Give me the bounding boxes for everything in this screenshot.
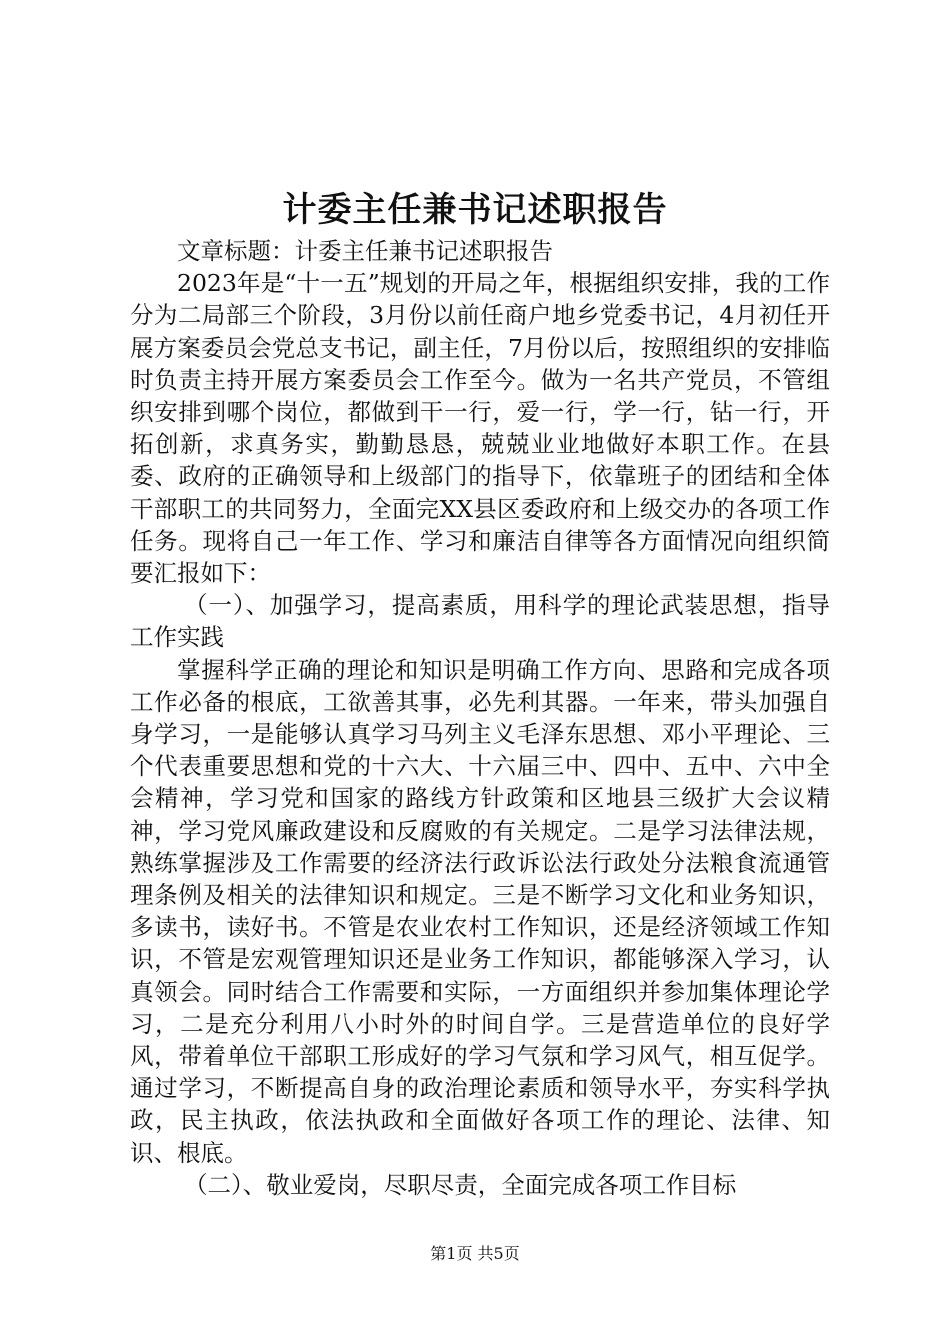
document-title: 计委主任兼书记述职报告	[282, 190, 668, 230]
article-title-line: 文章标题：计委主任兼书记述职报告	[177, 237, 553, 265]
section-heading-2: （二）、敬业爱岗，尽职尽责，全面完成各项工作目标	[184, 1170, 737, 1199]
page-footer: 第1页 共5页	[430, 1244, 520, 1263]
document-body	[130, 235, 830, 1201]
section-heading-1: （一）、加强学习，提高素质，用科学的理论武装思想，指导工作实践	[130, 591, 830, 652]
intro-paragraph: 2023年是“十一五”规划的开局之年，根据组织安排，我的工作分为二局部三个阶段，3月份以前任商户地乡党委书记，4月初任开展方案委员会党总支书记，副主任，7月份以后，按照组织的安排临时负责主持开展方案委员会工作至今。做为一名共产党员，不管组织安排到哪个岗位，都做到干一行，爱一行，学一行，钻一行，开拓创新，求真务实，勤勤恳恳，兢兢业业地做好本职工作。在县委、政府的正确领导和上级部门的指导下，依靠班子的团结和全体干部职工的共同努力，全面完XX县区委政府和上级交办的各项工作任务。现将自己一年工作、学习和廉洁自律等各方面情况向组织简要汇报如下：	[130, 269, 830, 588]
section-1-paragraph: 掌握科学正确的理论和知识是明确工作方向、思路和完成各项工作必备的根底，工欲善其事，必先利其器。一年来，带头加强自身学习，一是能够认真学习马列主义毛泽东思想、邓小平理论、三个代表重要思想和党的十六大、十六届三中、四中、五中、六中全会精神，学习党和国家的路线方针政策和区地县三级扩大会议精神，学习党风廉政建设和反腐败的有关规定。二是学习法律法规，熟练掌握涉及工作需要的经济法行政诉讼法行政处分法粮食流通管理条例及相关的法律知识和规定。三是不断学习文化和业务知识，多读书，读好书。不管是农业农村工作知识，还是经济领域工作知识，不管是宏观管理知识还是业务工作知识，都能够深入学习，认真领会。同时结合工作需要和实际，一方面组织并参加集体理论学习，二是充分利用八小时外的时间自学。三是营造单位的良好学风，带着单位干部职工形成好的学习气氛和学习风气，相互促学。通过学习，不断提高自身的政治理论素质和领导水平，夯实科学执政，民主执政，依法执政和全面做好各项工作的理论、法律、知识、根底。	[130, 655, 830, 1167]
